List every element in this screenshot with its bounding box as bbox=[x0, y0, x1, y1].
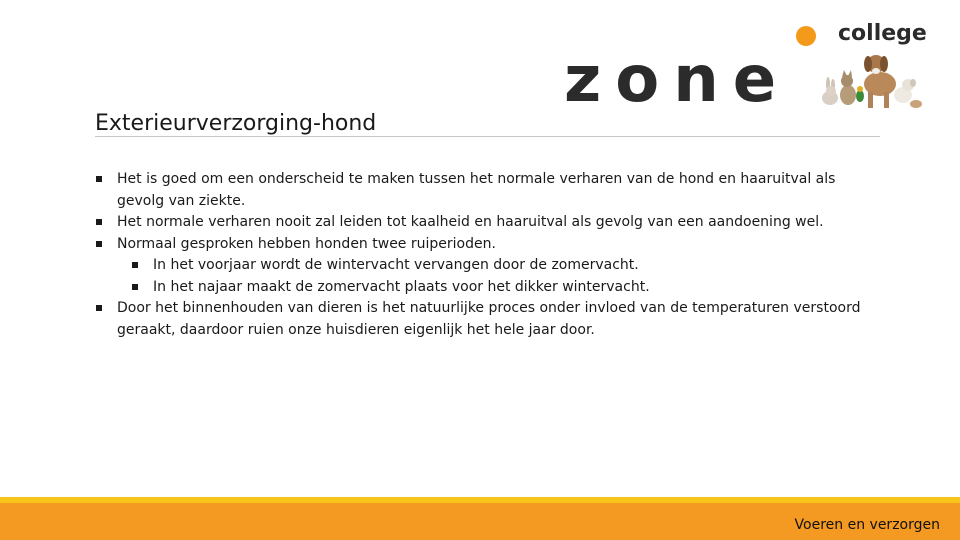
bullet-text: In het najaar maakt de zomervacht plaats voor het dikker wintervacht. bbox=[153, 278, 650, 295]
logo-wordmark: zone bbox=[564, 43, 791, 117]
zone-college-logo bbox=[560, 14, 930, 117]
footer-label: Voeren en verzorgen bbox=[794, 517, 940, 533]
square-bullet-icon bbox=[96, 305, 102, 311]
bullet-text: Het is goed om een onderscheid te maken tussen het normale verharen van de hond en haaruitval als gevolg van ziekte. bbox=[117, 171, 836, 209]
square-bullet-icon bbox=[96, 219, 102, 225]
bullet-item bbox=[95, 169, 885, 212]
sub-bullet-item bbox=[95, 277, 885, 299]
slide-title: Exterieurverzorging-hond bbox=[95, 111, 377, 136]
bullet-text: Het normale verharen nooit zal leiden tot kaalheid en haaruitval als gevolg van een aandoening wel. bbox=[117, 214, 824, 230]
logo-orange-dot bbox=[796, 26, 816, 46]
sub-bullet-item bbox=[95, 255, 885, 277]
square-bullet-icon bbox=[96, 241, 102, 247]
square-bullet-icon bbox=[132, 284, 138, 290]
bullet-text: Normaal gesproken hebben honden twee ruiperioden. bbox=[117, 235, 496, 252]
animals-icon bbox=[818, 48, 923, 110]
bullet-item bbox=[95, 234, 885, 256]
square-bullet-icon bbox=[96, 176, 102, 182]
bullet-item bbox=[95, 298, 885, 341]
bullet-text: Door het binnenhouden van dieren is het natuurlijke proces onder invloed van de temperaturen verstoord geraakt, daardoor ruien onze huisdieren eigenlijk het hele jaar door. bbox=[117, 300, 861, 338]
logo-college-text: college bbox=[838, 21, 927, 46]
square-bullet-icon bbox=[132, 262, 138, 268]
title-divider bbox=[95, 136, 880, 137]
bullet-text: In het voorjaar wordt de wintervacht vervangen door de zomervacht. bbox=[153, 257, 639, 273]
bullet-item bbox=[95, 212, 885, 234]
bullet-list bbox=[95, 169, 885, 341]
